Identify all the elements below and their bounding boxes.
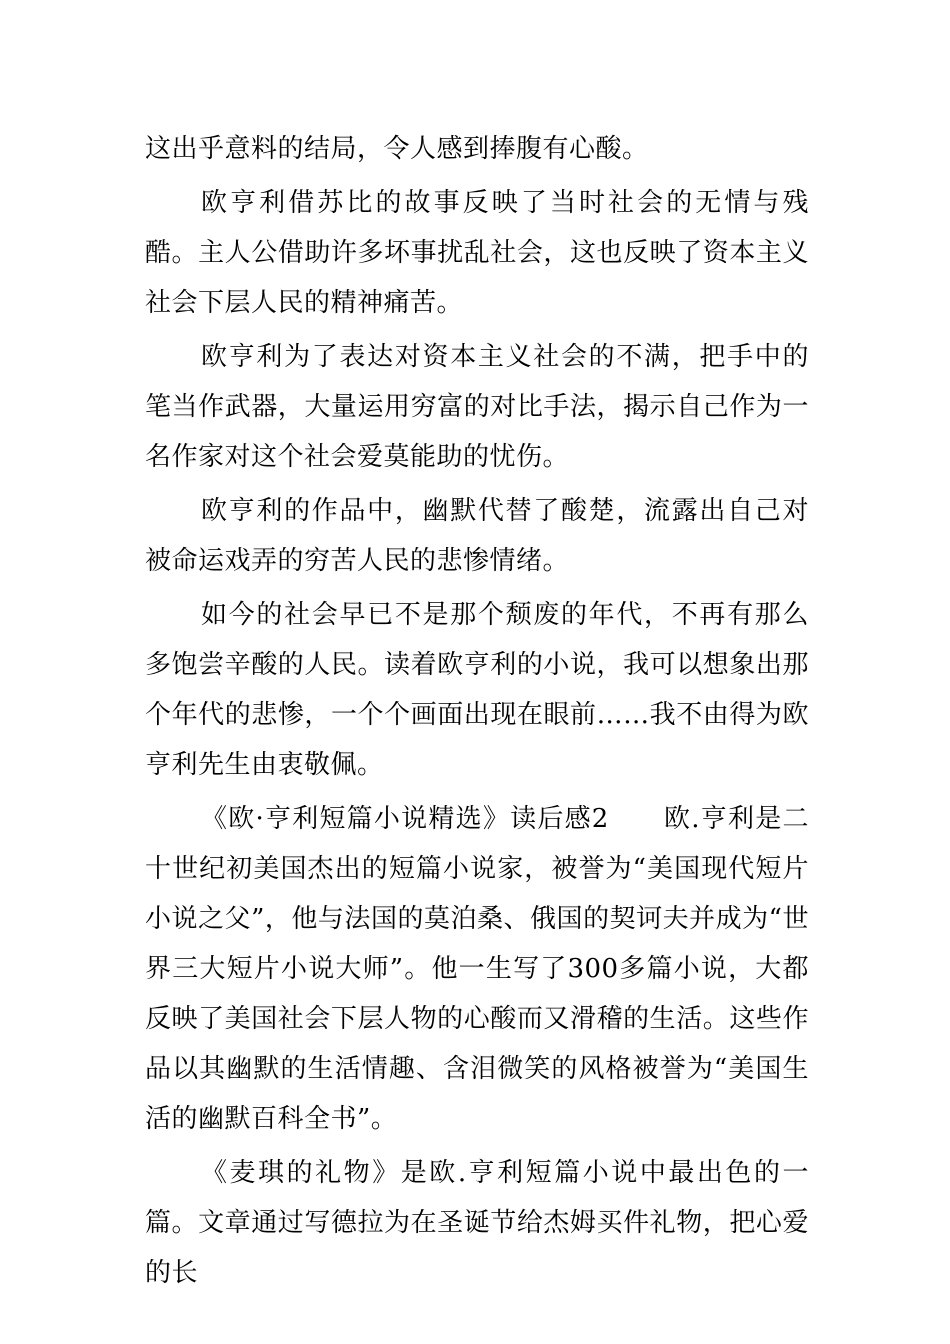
paragraph-5: 如今的社会早已不是那个颓废的年代，不再有那么多饱尝辛酸的人民。读着欧亨利的小说，我可以想象出那个年代的悲惨，一个个画面出现在眼前……我不由得为欧亨利先生由衷敬佩。 — [145, 600, 809, 780]
paragraph-1: 这出乎意料的结局，令人感到捧腹有心酸。 — [145, 134, 649, 164]
document-body — [145, 124, 809, 1298]
paragraph-6: 《欧·亨利短篇小说精选》读后感2 欧.亨利是二十世纪初美国杰出的短篇小说家，被誉为“美国现代短片小说之父”，他与法国的莫泊桑、俄国的契诃夫并成为“世界三大短片小说大师”。他一生写了300多篇小说，大都反映了美国社会下层人物的心酸而又滑稽的生活。这些作品以其幽默的生活情趣、含泪微笑的风格被誉为“美国生活的幽默百科全书”。 — [145, 804, 809, 1134]
paragraph-3: 欧亨利为了表达对资本主义社会的不满，把手中的笔当作武器，大量运用穷富的对比手法，揭示自己作为一名作家对这个社会爱莫能助的忧伤。 — [145, 342, 809, 472]
paragraph-2: 欧亨利借苏比的故事反映了当时社会的无情与残酷。主人公借助许多坏事扰乱社会，这也反映了资本主义社会下层人民的精神痛苦。 — [145, 188, 809, 318]
paragraph-4: 欧亨利的作品中，幽默代替了酸楚，流露出自己对被命运戏弄的穷苦人民的悲惨情绪。 — [145, 496, 809, 576]
paragraph-7: 《麦琪的礼物》是欧.亨利短篇小说中最出色的一篇。文章通过写德拉为在圣诞节给杰姆买件礼物，把心爱的长 — [145, 1158, 809, 1288]
